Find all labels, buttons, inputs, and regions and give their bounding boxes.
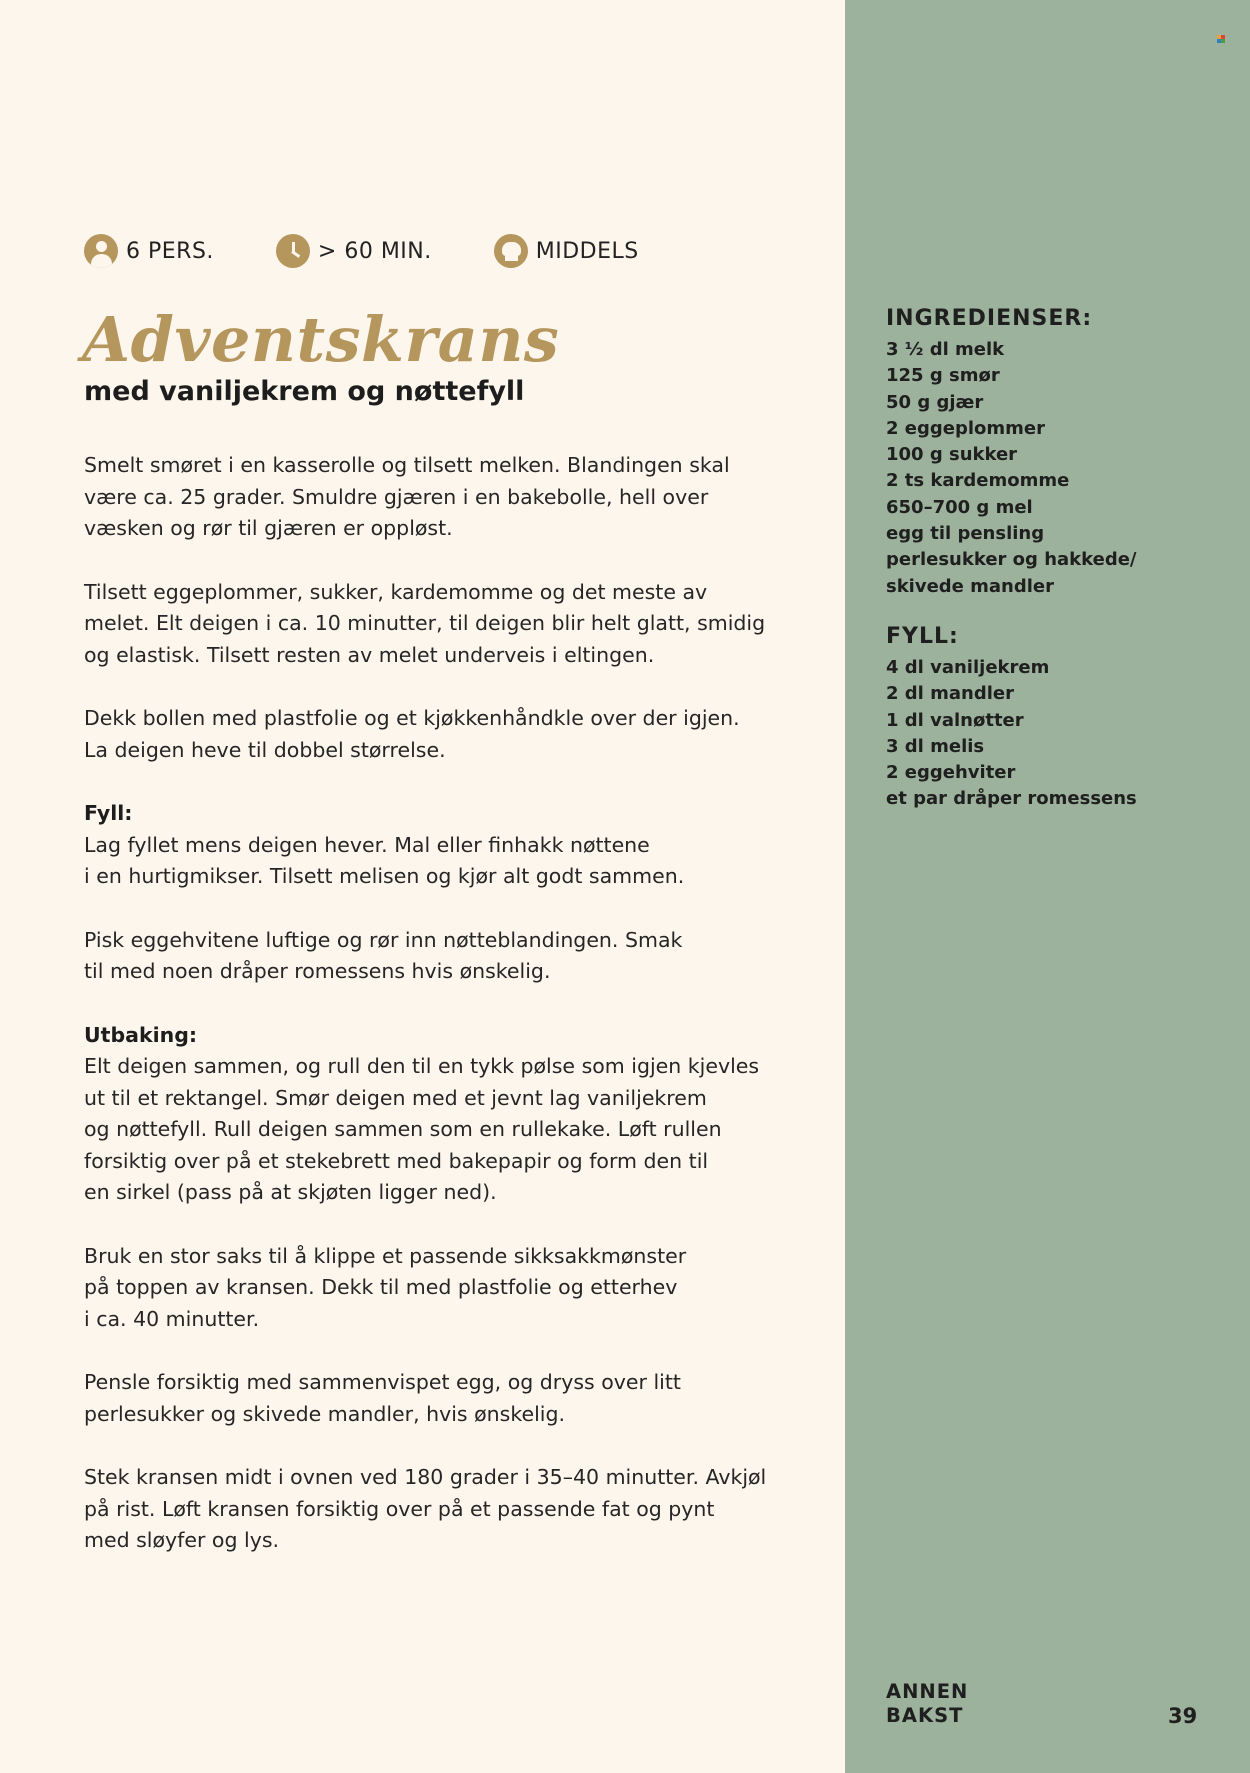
fyll-ingredients-heading: FYLL: (886, 623, 959, 649)
time-label: > 60 MIN. (317, 238, 432, 264)
instruction-paragraph: Tilsett eggeplommer, sukker, kardemomme og det meste av melet. Elt deigen i ca. 10 minutter, til deigen blir helt glatt, smidig og elastisk. Tilsett resten av melet underveis i eltingen. (84, 579, 766, 667)
recipe-title: Adventskrans (82, 303, 560, 376)
servings-label: 6 PERS. (126, 238, 214, 264)
ingredients-panel (886, 306, 1216, 813)
ingredient-item: 2 ts kardemomme (886, 470, 1070, 492)
recipe-meta (84, 234, 701, 268)
instruction-paragraph: Stek kransen midt i ovnen ved 180 grader i 35–40 minutter. Avkjøl på rist. Løft kransen forsiktig over på et passende fat og pynt med sløyfer og lys. (84, 1465, 767, 1552)
person-icon (84, 234, 118, 268)
utbaking-heading: Utbaking: (84, 1022, 198, 1047)
difficulty-label: MIDDELS (535, 238, 639, 264)
ingredient-item: 2 eggehviter (886, 762, 1016, 784)
ingredient-item: 2 eggeplommer (886, 417, 1045, 439)
ingredient-item: 650–700 g mel (886, 496, 1033, 518)
ingredient-item: perlesukker og hakkede/ skivede mandler (886, 549, 1137, 597)
section-label: ANNEN BAKST (886, 1680, 969, 1727)
ingredient-item: 50 g gjær (886, 391, 984, 413)
ingredient-item: 2 dl mandler (886, 683, 1014, 705)
clock-icon (276, 234, 310, 268)
ingredients-list (886, 337, 1216, 600)
instruction-paragraph: Pensle forsiktig med sammenvispet egg, og dryss over litt perlesukker og skivede mandler, hvis ønskelig. (84, 1370, 681, 1426)
ingredient-item: et par dråper romessens (886, 788, 1137, 810)
recipe-subtitle: med vaniljekrem og nøttefyll (84, 376, 525, 407)
difficulty-info (494, 234, 639, 268)
instruction-paragraph: Dekk bollen med plastfolie og et kjøkkenhåndkle over der igjen. La deigen heve til dobbel størrelse. (84, 706, 740, 762)
recipe-instructions (84, 450, 784, 1589)
ingredients-sidebar (845, 0, 1250, 1773)
instruction-paragraph: Pisk eggehvitene luftige og rør inn nøtteblandingen. Smak til med noen dråper romessens hvis ønskelig. (84, 927, 683, 983)
servings-info (84, 234, 214, 268)
instruction-paragraph: Smelt smøret i en kasserolle og tilsett melken. Blandingen skal være ca. 25 grader. Smuldre gjæren i en bakebolle, hell over væsken og rør til gjæren er oppløst. (84, 453, 730, 540)
fyll-ingredients-list (886, 655, 1216, 813)
ingredient-item: 3 dl melis (886, 735, 985, 757)
page-number: 39 (1168, 1704, 1198, 1728)
instruction-paragraph: Lag fyllet mens deigen hever. Mal eller finhakk nøttene i en hurtigmikser. Tilsett melisen og kjør alt godt sammen. (84, 832, 685, 888)
ingredient-item: 3 ½ dl melk (886, 339, 1005, 360)
instruction-paragraph: Bruk en stor saks til å klippe et passende sikksakkmønster på toppen av kransen. Dekk til med plastfolie og etterhev i ca. 40 minutter. (84, 1243, 687, 1331)
time-info (276, 234, 432, 268)
ingredient-item: 100 g sukker (886, 444, 1018, 466)
ingredients-heading: INGREDIENSER: (886, 306, 1093, 331)
instruction-paragraph: Elt deigen sammen, og rull den til en tykk pølse som igjen kjevles ut til et rektangel. Smør deigen med et jevnt lag vaniljekrem og nøttefyll. Rull deigen sammen som en rullekake. Løft rullen forsiktig over på et stekebrett med bakepapir og form den til en sirkel (pass på at skjøten ligger ned). (84, 1054, 760, 1204)
chef-hat-icon (494, 234, 528, 268)
ingredient-item: 125 g smør (886, 365, 1000, 387)
color-registration-mark-icon (1217, 35, 1225, 43)
ingredient-item: egg til pensling (886, 523, 1045, 545)
ingredient-item: 1 dl valnøtter (886, 709, 1024, 731)
ingredient-item: 4 dl vaniljekrem (886, 656, 1050, 678)
fyll-heading: Fyll: (84, 801, 133, 825)
